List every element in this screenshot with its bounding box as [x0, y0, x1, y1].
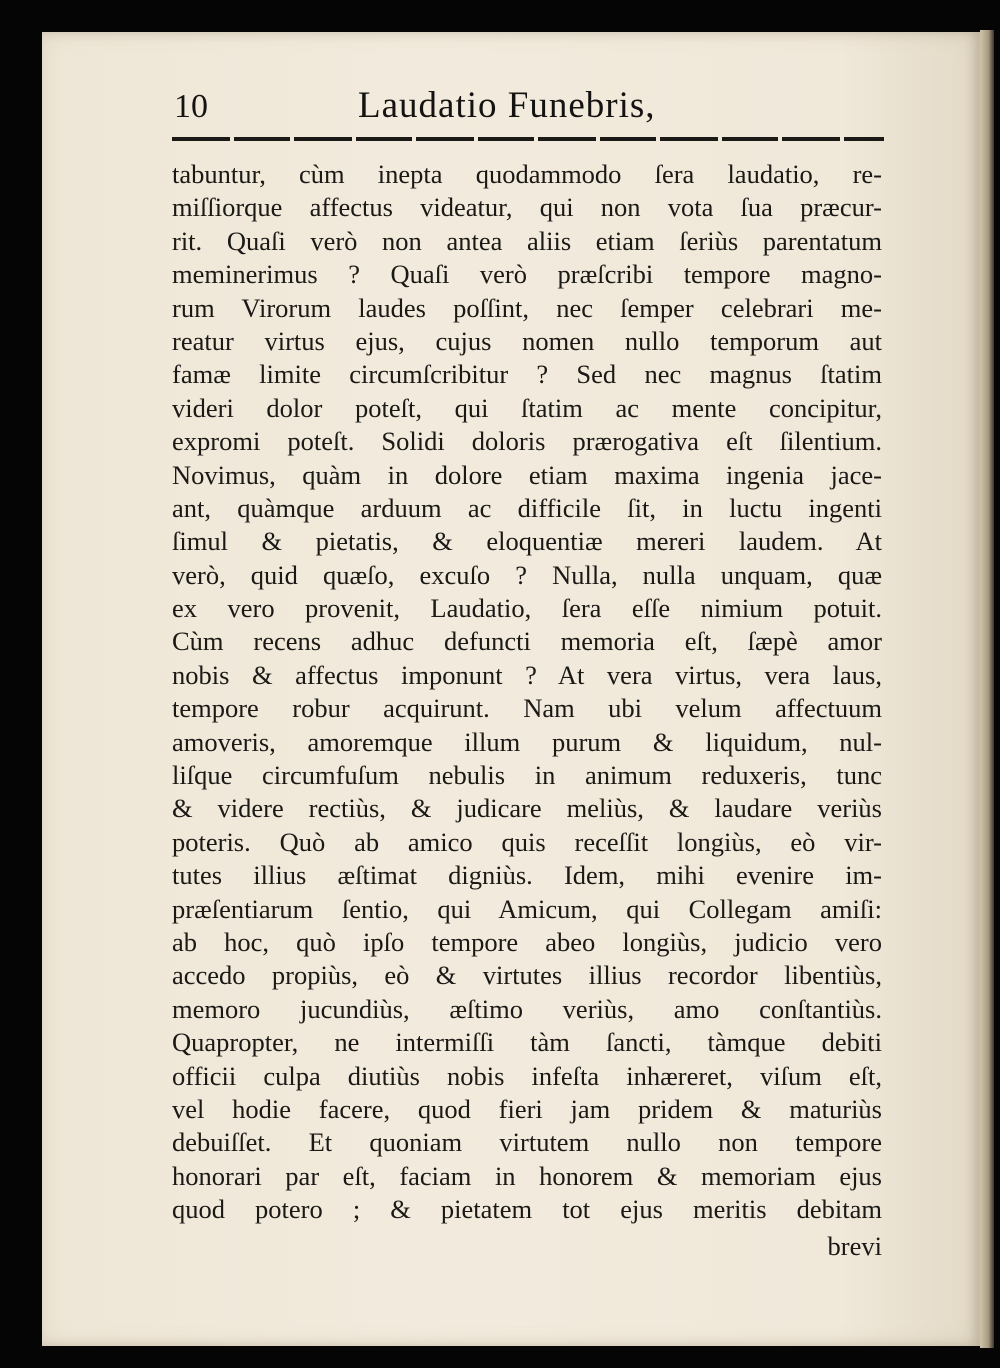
text-line: amoveris, amoremque illum purum & liquidum, nul-: [172, 726, 882, 757]
text-line: præſentiarum ſentio, qui Amicum, qui Collegam amiſi:: [172, 893, 882, 924]
text-line: liſque circumfuſum nebulis in animum reduxeris, tunc: [172, 760, 882, 791]
header-rule: [172, 137, 884, 141]
text-line: rum Virorum laudes poſſint, nec ſemper celebrari me-: [172, 292, 882, 323]
text-line: Cùm recens adhuc defuncti memoria eſt, ſæpè amor: [172, 626, 882, 657]
text-line: officii culpa diutiùs nobis infeſta inhæreret, viſum eſt,: [172, 1060, 882, 1091]
text-line: memoro jucundiùs, æſtimo veriùs, amo conſtantiùs.: [172, 993, 882, 1024]
text-line: nobis & affectus imponunt ? At vera virtus, vera laus,: [172, 659, 882, 690]
running-title: Laudatio Funebris,: [358, 85, 656, 126]
text-line: vel hodie facere, quod fieri jam pridem & maturiùs: [172, 1093, 882, 1124]
text-line: famæ limite circumſcribitur ? Sed nec magnus ſtatim: [172, 359, 882, 390]
text-line: poteris. Quò ab amico quis receſſit longiùs, eò vir-: [172, 826, 882, 857]
text-line: quod potero ; & pietatem tot ejus meritis debitam: [172, 1194, 882, 1225]
text-line: miſſiorque affectus videatur, qui non vota ſua præcur-: [172, 192, 882, 223]
text-line: videri dolor poteſt, qui ſtatim ac mente concipitur,: [172, 392, 882, 423]
text-line: debuiſſet. Et quoniam virtutem nullo non tempore: [172, 1127, 882, 1158]
text-line: ant, quàmque arduum ac difficile ſit, in luctu ingenti: [172, 492, 882, 523]
text-line: & videre rectiùs, & judicare meliùs, & laudare veriùs: [172, 793, 882, 824]
text-line: reatur virtus ejus, cujus nomen nullo temporum aut: [172, 325, 882, 356]
text-line: tabuntur, cùm inepta quodammodo ſera laudatio, re-: [172, 159, 882, 189]
text-line: Quapropter, ne intermiſſi tàm ſancti, tàmque debiti: [172, 1027, 882, 1058]
text-line: tempore robur acquirunt. Nam ubi velum affectuum: [172, 693, 882, 724]
page-header: [172, 84, 882, 130]
text-line: rit. Quaſi verò non antea aliis etiam ſeriùs parentatum: [172, 225, 882, 256]
text-line: expromi poteſt. Solidi doloris prærogativa eſt ſilentium.: [172, 426, 882, 457]
page-edge: [980, 30, 994, 1348]
text-line: honorari par eſt, faciam in honorem & memoriam ejus: [172, 1160, 882, 1191]
text-line: accedo propiùs, eò & virtutes illius recordor libentiùs,: [172, 960, 882, 991]
body-text: [172, 158, 882, 1227]
text-line: ab hoc, quò ipſo tempore abeo longiùs, judicio vero: [172, 926, 882, 957]
catchword: brevi: [827, 1231, 882, 1261]
text-line: Novimus, quàm in dolore etiam maxima ingenia jace-: [172, 459, 882, 490]
text-line: meminerimus ? Quaſi verò præſcribi tempore magno-: [172, 259, 882, 290]
page-number: 10: [174, 88, 208, 125]
text-line: verò, quid quæſo, excuſo ? Nulla, nulla unquam, quæ: [172, 559, 882, 590]
text-line: ſimul & pietatis, & eloquentiæ mereri laudem. At: [172, 526, 882, 557]
text-line: tutes illius æſtimat digniùs. Idem, mihi evenire im-: [172, 860, 882, 891]
text-line: ex vero provenit, Laudatio, ſera eſſe nimium potuit.: [172, 593, 882, 624]
